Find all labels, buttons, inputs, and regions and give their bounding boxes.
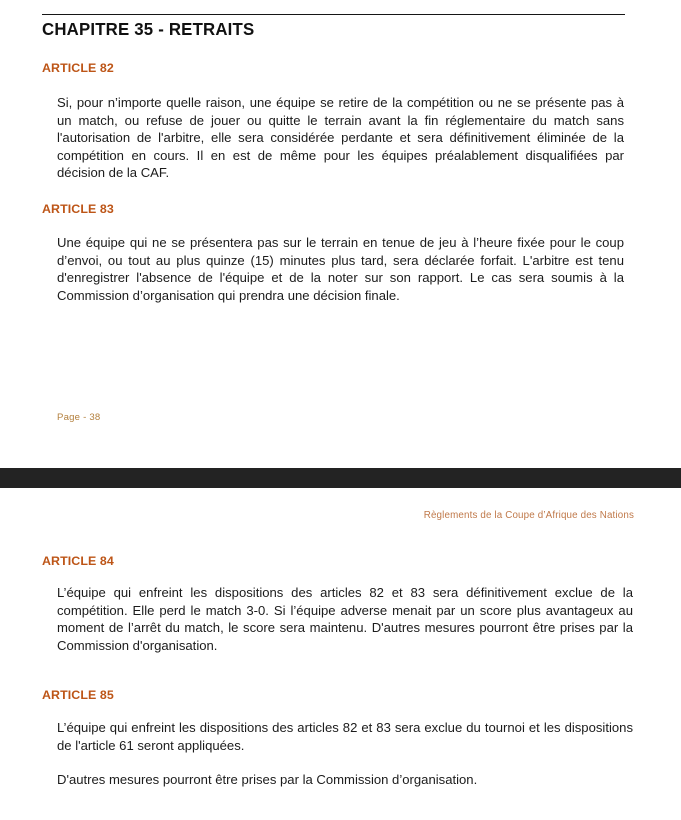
page-separator-band bbox=[0, 468, 681, 488]
article-heading-83: ARTICLE 83 bbox=[42, 202, 114, 216]
article-body-85-paragraph-1: L’équipe qui enfreint les dispositions des articles 82 et 83 sera exclue du tournoi et les dispositions de l'article 61 seront appliquées. bbox=[57, 720, 633, 753]
page-number-footer: Page - 38 bbox=[57, 412, 101, 423]
article-body-82: Si, pour n’importe quelle raison, une équipe se retire de la compétition ou ne se présente pas à un match, ou refuse de jouer ou quitte le terrain avant la fin réglementaire du match sans l'autorisation de l'arbitre, elle sera considérée perdante et sera définitivement éliminée de la compétition en cours. Il en est de même pour les équipes préalablement disqualifiées par décision de la CAF. bbox=[57, 95, 624, 181]
article-body-83: Une équipe qui ne se présentera pas sur le terrain en tenue de jeu à l’heure fixée pour le coup d’envoi, ou tout au plus quinze (15) minutes plus tard, sera déclarée forfait. L'arbitre est tenu d'enregistrer l'absence de l'équipe et de la noter sur son rapport. Le cas sera soumis à la Commission d’organisation qui prendra une décision finale. bbox=[57, 235, 624, 303]
article-body-84: L’équipe qui enfreint les dispositions des articles 82 et 83 sera définitivement exclue de la compétition. Elle perd le match 3-0. Si l’équipe adverse menait par un score plus avantageux au moment de l’arrêt du match, le score sera maintenu. D'autres mesures pourront être prises par la Commission d'organisation. bbox=[57, 585, 633, 653]
chapter-heading-block bbox=[42, 14, 625, 39]
article-body-85-paragraph-2: D'autres mesures pourront être prises par la Commission d’organisation. bbox=[57, 772, 478, 787]
chapter-title: CHAPITRE 35 - RETRAITS bbox=[42, 19, 255, 39]
article-heading-82: ARTICLE 82 bbox=[42, 61, 114, 75]
chapter-top-rule bbox=[42, 14, 625, 15]
running-header: Règlements de la Coupe d’Afrique des Nations bbox=[423, 510, 634, 521]
article-heading-84: ARTICLE 84 bbox=[42, 554, 114, 568]
article-heading-85: ARTICLE 85 bbox=[42, 688, 114, 702]
document-page-two bbox=[0, 488, 681, 820]
